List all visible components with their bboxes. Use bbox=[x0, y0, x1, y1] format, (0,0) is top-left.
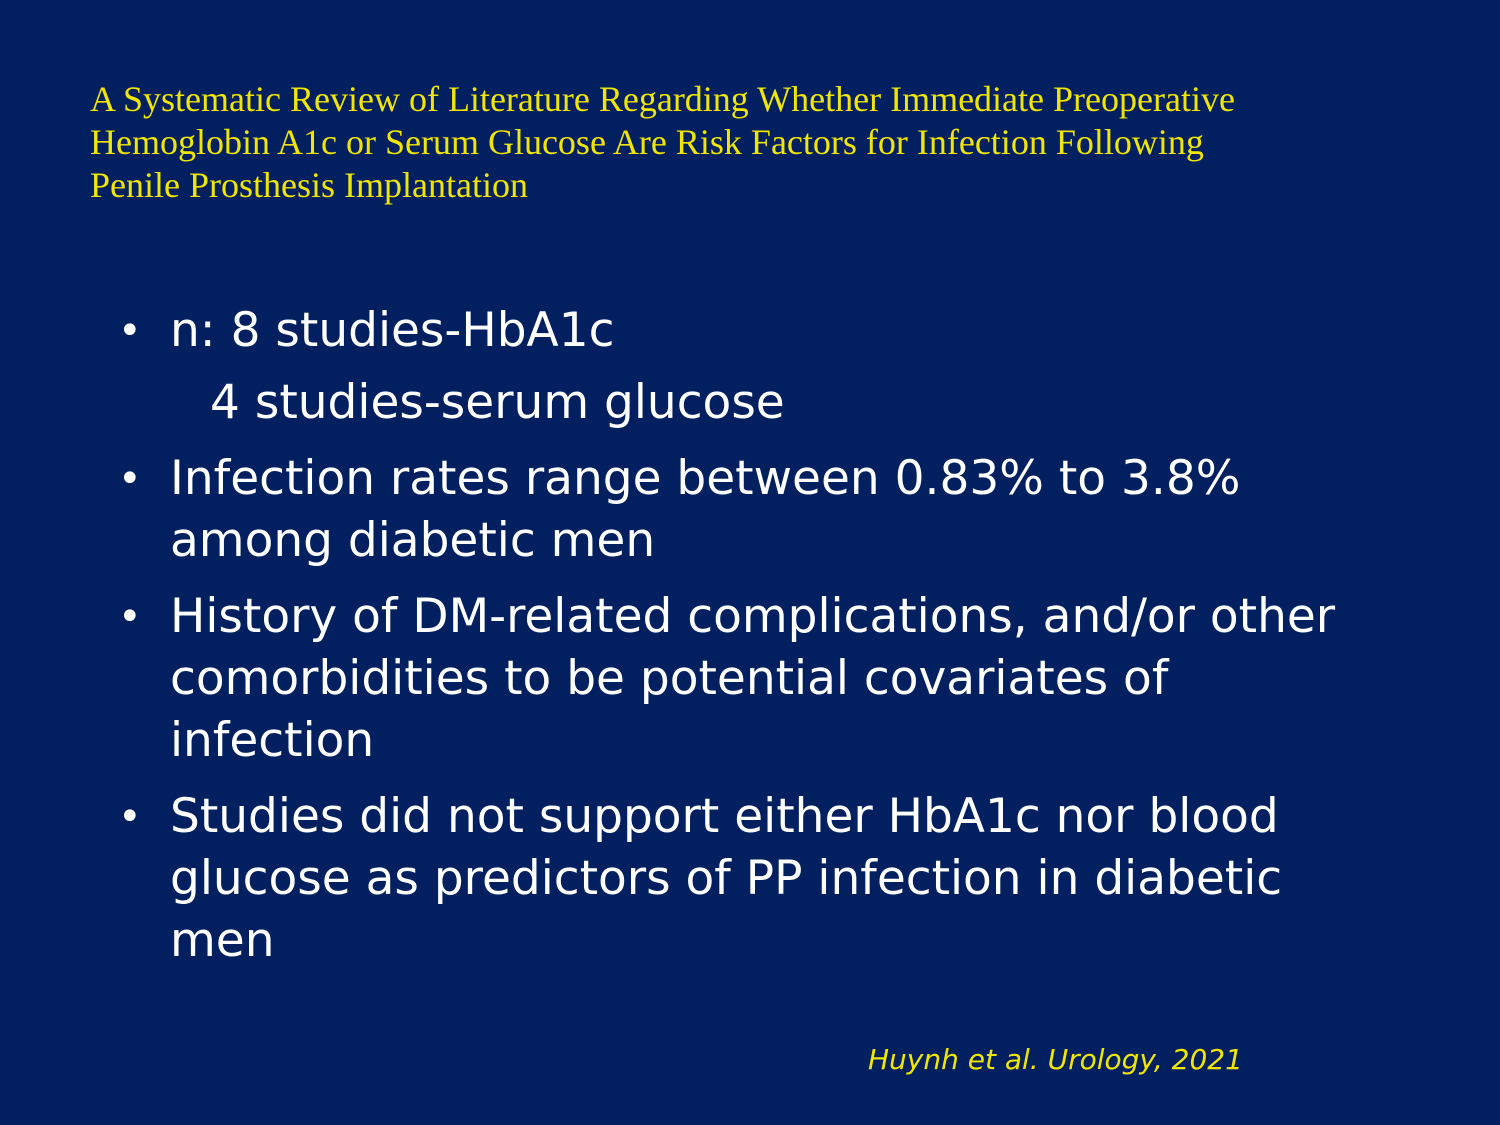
bullet-text: among diabetic men bbox=[170, 513, 656, 568]
bullet-dot-icon: • bbox=[118, 794, 142, 840]
title-line: Hemoglobin A1c or Serum Glucose Are Risk Factors for Infection Following bbox=[90, 122, 1204, 162]
bullet-text: History of DM-related complications, and/or other bbox=[170, 589, 1336, 644]
bullet-item bbox=[0, 448, 1500, 572]
bullet-dot-icon: • bbox=[118, 456, 142, 502]
bullet-text: comorbidities to be potential covariates of bbox=[170, 651, 1169, 706]
title-line: A Systematic Review of Literature Regarding Whether Immediate Preoperative bbox=[90, 79, 1235, 119]
bullet-text: n: 8 studies-HbA1c bbox=[170, 303, 615, 358]
bullet-text: Infection rates range between 0.83% to 3.8% bbox=[170, 451, 1241, 506]
title-line: Penile Prosthesis Implantation bbox=[90, 165, 528, 205]
bullet-item bbox=[0, 586, 1500, 772]
bullet-list bbox=[0, 300, 1500, 986]
bullet-text: infection bbox=[170, 713, 375, 768]
bullet-subtext: 4 studies-serum glucose bbox=[210, 375, 785, 430]
bullet-text: men bbox=[170, 913, 275, 968]
bullet-item bbox=[0, 786, 1500, 972]
bullet-dot-icon: • bbox=[118, 308, 142, 354]
slide-title bbox=[90, 78, 1430, 207]
bullet-item bbox=[0, 300, 1500, 434]
bullet-text: glucose as predictors of PP infection in diabetic bbox=[170, 851, 1283, 906]
bullet-text: Studies did not support either HbA1c nor blood bbox=[170, 789, 1279, 844]
citation: Huynh et al. Urology, 2021 bbox=[868, 1043, 1243, 1076]
bullet-dot-icon: • bbox=[118, 594, 142, 640]
